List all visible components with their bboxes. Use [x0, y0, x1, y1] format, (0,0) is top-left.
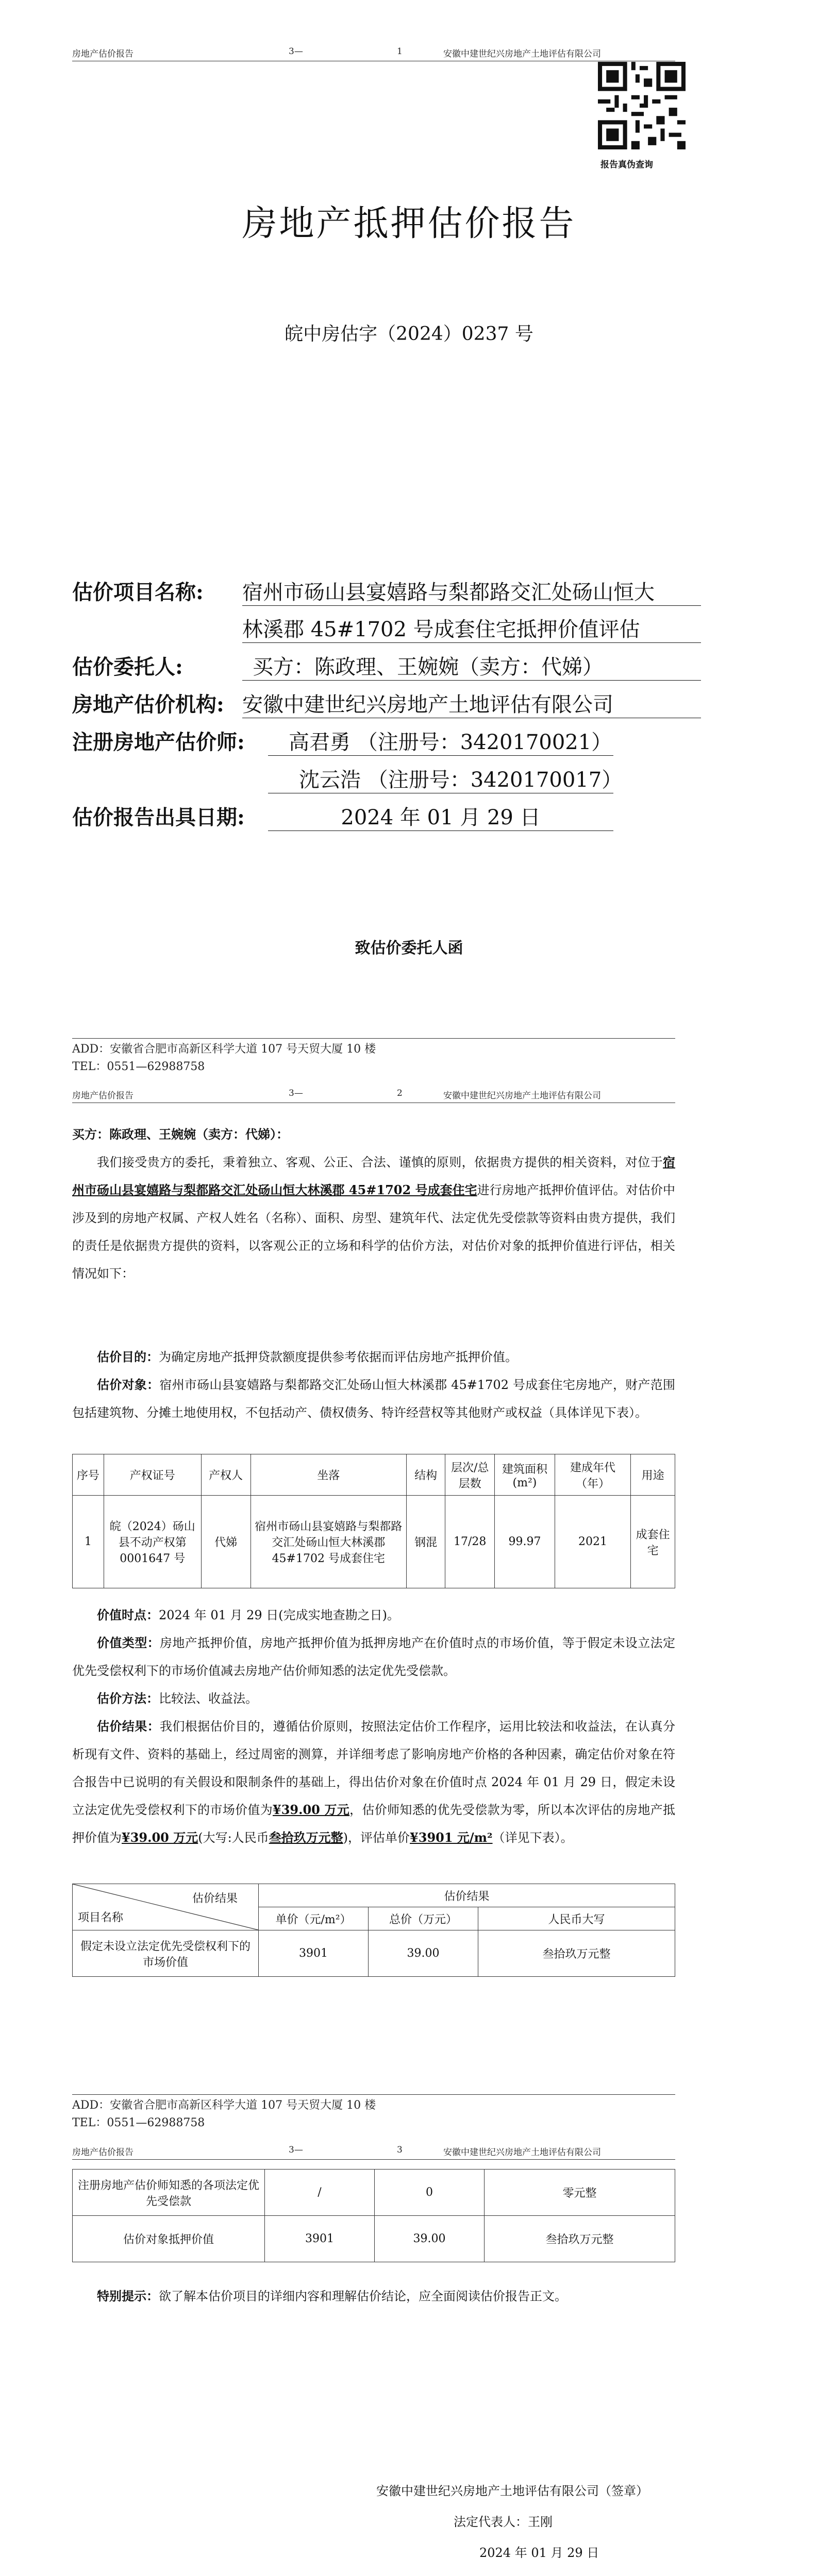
project-name-value-2: 林溪郡 45#1702 号成套住宅抵押价值评估 [242, 613, 701, 643]
result-paragraph: 估价结果：我们根据估价目的，遵循估价原则，按照法定估价工作程序，运用比较法和收益法，在认真分析现有文件、资料的基础上，经过周密的测算，并详细考虑了影响房地产价格的各种因素，确定估价对象在符合报告中已说明的有关假设和限制条件的基础上，得出估价对象在价值时点 2024 年 01 月 29 日，假定未设立法定优先受偿权利下的市场价值为¥39.00 万元，估价师知悉的优先受偿款为零，所以本次评估的房地产抵押价值为¥39.00 万元(大写:人民币叁拾玖万元整)，评估单价¥3901 元/m²（详见下表）。 [72, 1719, 676, 1845]
header-page-no: 1 [397, 46, 403, 57]
table-corner-cell: 估价结果 项目名称 [73, 1884, 259, 1930]
header-left: 房地产估价报告 [72, 2147, 133, 2158]
agency-value: 安徽中建世纪兴房地产土地评估有限公司 [242, 688, 701, 718]
signature-company: 安徽中建世纪兴房地产土地评估有限公司（签章） [376, 2484, 648, 2498]
legal-representative: 法定代表人：王刚 [454, 2515, 553, 2529]
valuation-result-table-continued [72, 2169, 675, 2262]
client-label: 估价委托人: [72, 655, 183, 679]
qr-caption: 报告真伪查询 [600, 160, 653, 170]
project-name-value: 宿州市砀山县宴嬉路与梨都路交汇处砀山恒大 [242, 576, 701, 606]
table-row: 注册房地产估价师知悉的各项法定优先受偿款 / 0 零元整 [73, 2170, 675, 2216]
header-left: 房地产估价报告 [72, 1091, 133, 1101]
table-row: 估价对象抵押价值 3901 39.00 叁拾玖万元整 [73, 2216, 675, 2262]
issue-date-value: 2024 年 01 月 29 日 [268, 801, 613, 831]
client-value: 买方：陈政理、王婉婉（卖方：代娣） [242, 651, 701, 681]
project-name-label: 估价项目名称: [72, 580, 204, 604]
issue-date-label: 估价报告出具日期: [72, 805, 245, 829]
value-type-paragraph: 价值类型：房地产抵押价值，房地产抵押价值为抵押房地产在价值时点的市场价值，等于假定未设立法定优先受偿权利下的市场价值减去房地产估价师知悉的法定优先受偿款。 [72, 1635, 675, 1678]
header-page-no: 2 [397, 1088, 403, 1098]
appraiser-1-value: 高君勇 （注册号：3420170021） [268, 726, 613, 756]
letter-paragraph-1: 我们接受贵方的委托，秉着独立、客观、公正、合法、谨慎的原则，依据贵方提供的相关资料，对位于宿州市砀山县宴嬉路与梨都路交汇处砀山恒大林溪郡 45#1702 号成套住宅进行房地产抵押价值评估。对估价中涉及到的房地产权属、产权人姓名（名称）、面积、房型、建筑年代、法定优先受偿款等资料由贵方提供，我们的责任是依据贵方提供的资料，以客观公正的立场和科学的估价方法，对估价对象的抵押价值进行评估，相关情况如下： [72, 1155, 676, 1281]
footer-tel: TEL：0551—62988758 [72, 2116, 205, 2129]
header-mid: 3— [289, 2145, 303, 2155]
table-row: 假定未设立法定优先受偿权利下的市场价值 3901 39.00 叁拾玖万元整 [73, 1930, 675, 1977]
signature-date: 2024 年 01 月 29 日 [479, 2546, 599, 2560]
header-company: 安徽中建世纪兴房地产土地评估有限公司 [443, 1091, 601, 1101]
letter-addressee: 买方：陈政理、王婉婉（卖方：代娣）： [72, 1127, 289, 1142]
header-mid: 3— [289, 1088, 303, 1098]
agency-label: 房地产估价机构: [72, 692, 224, 717]
header-rule [72, 2159, 675, 2160]
header-mid: 3— [289, 46, 303, 57]
purpose-paragraph: 估价目的：为确定房地产抵押贷款额度提供参考依据而评估房地产抵押价值。 [97, 1349, 517, 1364]
report-title: 房地产抵押估价报告 [242, 204, 576, 244]
verification-note [366, 2573, 552, 2576]
table-row: 1 皖（2024）砀山县不动产权第 0001647 号 代娣 宿州市砀山县宴嬉路与梨都路交汇处砀山恒大林溪郡 45#1702 号成套住宅 钢混 17/28 99.97 2021 成套住宅 [73, 1496, 675, 1588]
footer-address: ADD：安徽省合肥市高新区科学大道 107 号天贸大厦 10 楼 [72, 2099, 376, 2112]
diagonal-line [73, 1884, 258, 1930]
object-paragraph: 估价对象：宿州市砀山县宴嬉路与梨都路交汇处砀山恒大林溪郡 45#1702 号成套住宅房地产，财产范围包括建筑物、分摊土地使用权，不包括动产、债权债务、特许经营权等其他财产或权益（具体详见下表）。 [72, 1377, 675, 1420]
header-company: 安徽中建世纪兴房地产土地评估有限公司 [443, 49, 601, 59]
footer-tel: TEL：0551—62988758 [72, 1060, 205, 1073]
header-page-no: 3 [397, 2145, 403, 2155]
footer-rule [72, 1038, 675, 1039]
valuation-result-table: 估价结果 项目名称 估价结果 单价（元/m²） 总价（万元） 人民币大写 假定未设立法定优先受偿权利下的市场价值 3901 39.00 叁拾玖万元整 [72, 1884, 675, 1977]
qr-code-icon[interactable] [598, 62, 686, 149]
appraiser-2-value: 沈云浩 （注册号：3420170017） [268, 764, 613, 793]
property-table [72, 1454, 675, 1588]
appraiser-label: 注册房地产估价师: [72, 730, 245, 754]
footer-rule [72, 2094, 675, 2095]
method-paragraph: 估价方法：比较法、收益法。 [97, 1691, 258, 1706]
table-header-row: 序号 产权证号 产权人 坐落 结构 层次/总层数 建筑面积(m²) 建成年代（年） 用途 [73, 1454, 675, 1496]
special-note-paragraph: 特别提示：欲了解本估价项目的详细内容和理解估价结论，应全面阅读估价报告正文。 [97, 2289, 567, 2303]
header-left: 房地产估价报告 [72, 49, 133, 59]
letter-title: 致估价委托人函 [355, 939, 463, 957]
report-number: 皖中房估字（2024）0237 号 [285, 324, 533, 345]
footer-address: ADD：安徽省合肥市高新区科学大道 107 号天贸大厦 10 楼 [72, 1043, 376, 1056]
header-company: 安徽中建世纪兴房地产土地评估有限公司 [443, 2147, 601, 2158]
value-date-paragraph: 价值时点：2024 年 01 月 29 日(完成实地查勘之日)。 [97, 1607, 400, 1622]
